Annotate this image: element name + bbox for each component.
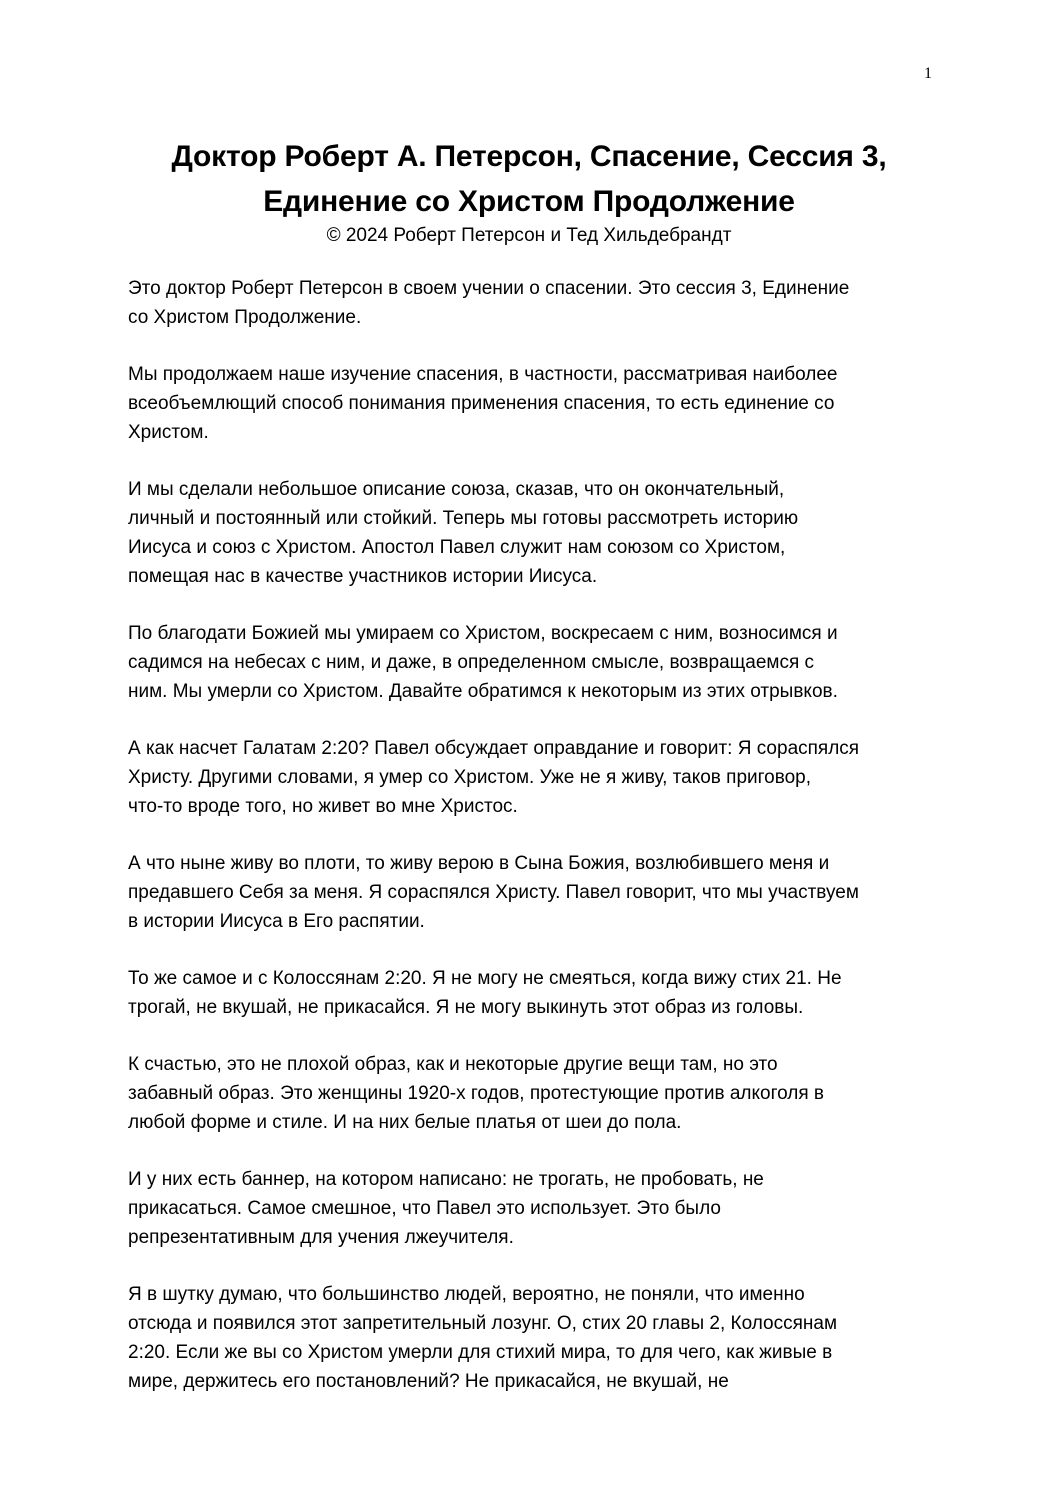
paragraph: По благодати Божией мы умираем со Христом, воскресаем с ним, возносимся и садимся на небесах с ним, и даже, в определенном смысле, возвращаемся с ним. Мы умерли со Христом. Давайте обратимся к некоторым из этих отрывков. [128, 623, 838, 702]
paragraph: А что ныне живу во плоти, то живу верою в Сына Божия, возлюбившего меня и предавшего Себя за меня. Я сораспялся Христу. Павел говорит, что мы участвуем в истории Иисуса в Его распятии. [128, 853, 859, 932]
paragraph: И у них есть баннер, на котором написано: не трогать, не пробовать, не прикасаться. Самое смешное, что Павел это использует. Это было репрезентативным для учения лжеучителя. [128, 1169, 764, 1248]
document-title: Доктор Роберт А. Петерсон, Спасение, Сессия 3, Единение со Христом Продолжение [171, 140, 887, 218]
page-number: 1 [924, 65, 932, 82]
document-header [100, 134, 958, 248]
paragraph: А как насчет Галатам 2:20? Павел обсуждает оправдание и говорит: Я сораспялся Христу. Другими словами, я умер со Христом. Уже не я живу, таков приговор, что-то вроде того, но живет во мне Христос. [128, 738, 860, 817]
paragraph: К счастью, это не плохой образ, как и некоторые другие вещи там, но это забавный образ. Это женщины 1920-х годов, протестующие против алкоголя в любой форме и стиле. И на них белые платья от шеи до пола. [128, 1054, 825, 1133]
paragraph: И мы сделали небольшое описание союза, сказав, что он окончательный, личный и постоянный или стойкий. Теперь мы готовы рассмотреть историю Иисуса и союз с Христом. Апостол Павел служит нам союзом со Христом, помещая нас в качестве участников истории Иисуса. [128, 479, 799, 587]
paragraph: Это доктор Роберт Петерсон в своем учении о спасении. Это сессия 3, Единение со Христом Продолжение. [128, 278, 850, 328]
copyright-line: © 2024 Роберт Петерсон и Тед Хильдебрандт [326, 225, 732, 246]
paragraph: Мы продолжаем наше изучение спасения, в частности, рассматривая наиболее всеобъемлющий способ понимания применения спасения, то есть единение со Христом. [128, 364, 838, 443]
paragraph: То же самое и с Колоссянам 2:20. Я не могу не смеяться, когда вижу стих 21. Не трогай, не вкушай, не прикасайся. Я не могу выкинуть этот образ из головы. [128, 968, 842, 1018]
paragraph: Я в шутку думаю, что большинство людей, вероятно, не поняли, что именно отсюда и появился этот запретительный лозунг. О, стих 20 главы 2, Колоссянам 2:20. Если же вы со Христом умерли для стихий мира, то для чего, как живые в мире, держитесь его постановлений? Не прикасайся, не вкушай, не [128, 1284, 838, 1392]
document-body [128, 274, 934, 1424]
